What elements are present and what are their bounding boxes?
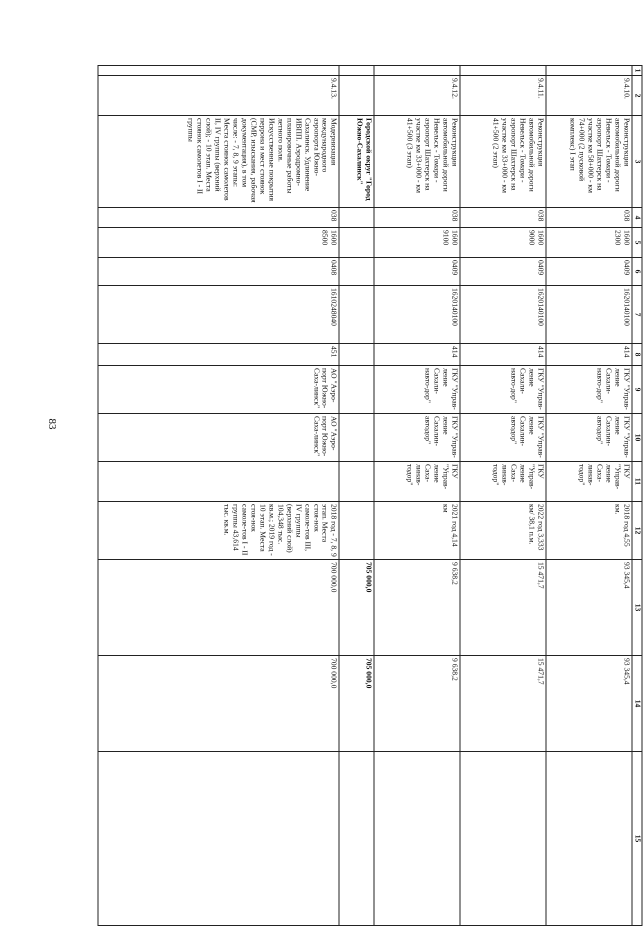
budget-table	[98, 65, 643, 926]
cell-c1	[546, 66, 632, 76]
cell-c10: ГКУ "Управ-ление Сахалин-автодор"	[374, 414, 460, 462]
cell-c6: 0409	[546, 258, 632, 286]
cell-num: 9.4.13.	[98, 76, 339, 116]
cell-c1	[374, 66, 460, 76]
cell-c13: 15 471,7	[460, 560, 546, 656]
col-header: 6	[632, 258, 642, 286]
cell-c4: 038	[546, 208, 632, 228]
cell-c9: ГКУ "Управ-ление Сахали-навто-дор"	[374, 366, 460, 414]
cell-name: Реконструкция автомобильной дороги Невельск - Томари - аэропорт Шахтерск на участке км 33+000 - км 41+500 (3 этап)	[374, 116, 460, 208]
cell-c11	[98, 462, 339, 502]
table-row	[460, 66, 546, 926]
cell-name: Реконструкция автомобильной дороги Невельск - Томари - аэропорт Шахтерск на участке км 58+000 - км 74+000 (2 пусковой комплекс) I этап	[546, 116, 632, 208]
cell-c10: ГКУ "Управ-ление Сахалин-автодор"	[460, 414, 546, 462]
cell-c6: 0408	[98, 258, 339, 286]
cell-c12: 2021 год 4,14 км	[374, 502, 460, 560]
col-header: 10	[632, 414, 642, 462]
cell-c14: 93 345,4	[546, 656, 632, 752]
cell-c8: 414	[546, 344, 632, 366]
cell-c4: 038	[98, 208, 339, 228]
col-header: 1	[632, 66, 642, 76]
cell-c13: 9 638,2	[374, 560, 460, 656]
header-row	[632, 66, 642, 926]
cell-city-total: 705 000,0	[339, 656, 373, 752]
col-header: 14	[632, 656, 642, 752]
cell-c4: 038	[460, 208, 546, 228]
cell-city-total: 705 000,0	[339, 560, 373, 656]
cell-c15	[98, 752, 339, 926]
cell-c13: 93 345,4	[546, 560, 632, 656]
col-header: 4	[632, 208, 642, 228]
cell-c6: 0409	[460, 258, 546, 286]
cell-c7: 1620140100	[460, 286, 546, 344]
cell-c7: 1620140100	[546, 286, 632, 344]
table-row	[98, 66, 339, 926]
cell-c14: 15 471,7	[460, 656, 546, 752]
cell-c7: 1620140100	[374, 286, 460, 344]
table-row-city-district	[339, 66, 373, 926]
col-header: 11	[632, 462, 642, 502]
col-header: 2	[632, 76, 642, 116]
cell-c8: 451	[98, 344, 339, 366]
cell-c7: 1610248040	[98, 286, 339, 344]
cell-c5: 1600 9100	[374, 228, 460, 258]
cell-c8: 414	[374, 344, 460, 366]
cell-c1	[460, 66, 546, 76]
cell-c9: ГКУ "Управ-ление Сахали-навто-дор"	[460, 366, 546, 414]
col-header: 5	[632, 228, 642, 258]
col-header: 15	[632, 752, 642, 926]
cell-c14: 9 638,2	[374, 656, 460, 752]
cell-c5: 1600 8500	[98, 228, 339, 258]
cell-c10: ГКУ "Управ-ление Сахалин-автодор"	[546, 414, 632, 462]
cell-num: 9.4.10.	[546, 76, 632, 116]
cell-c12: 2022 год 3,333 км/ 38,1 п.м.	[460, 502, 546, 560]
col-header: 3	[632, 116, 642, 208]
cell-num: 9.4.11.	[460, 76, 546, 116]
cell-c14: 700 000,0	[98, 656, 339, 752]
cell-num: 9.4.12.	[374, 76, 460, 116]
cell-c9: ГКУ "Управ-ление Сахали-навто-дор"	[546, 366, 632, 414]
cell-c15	[546, 752, 632, 926]
cell-c5: 1600 9000	[460, 228, 546, 258]
cell-c12: 2018 год 4,55 км.	[546, 502, 632, 560]
cell-city-name: Городской округ "Город Южно-Сахалинск"	[339, 116, 373, 208]
cell-c12: 2018 год - 7, 8, 9 этап. Места стоя-нок самоле-тов III, IV группы (верхний слой) 104,348 тыс. кв.м.; 2019 год - 10 этап. Места стоя-нок самоле-тов I - II группы 43,614 тыс. кв.м.	[98, 502, 339, 560]
cell-c8: 414	[460, 344, 546, 366]
cell-c11: ГКУ "Управ-ление Саха-линав-тодор"	[546, 462, 632, 502]
cell-c11: ГКУ "Управ-ление Саха-линав-тодор"	[374, 462, 460, 502]
cell-c13: 700 000,0	[98, 560, 339, 656]
cell-c4: 038	[374, 208, 460, 228]
cell-c15	[460, 752, 546, 926]
page-number: 83	[46, 418, 58, 430]
cell-c5: 1600 2300	[546, 228, 632, 258]
col-header: 13	[632, 560, 642, 656]
cell-c11: ГКУ "Управ-ление Саха-линав-тодор"	[460, 462, 546, 502]
cell-c10: АО "Аэро-порт Южно-Саха-линск"	[98, 414, 339, 462]
cell-c9: АО "Аэро-порт Южно-Саха-линск"	[98, 366, 339, 414]
cell-name: Реконструкция автомобильной дороги Невельск - Томари - аэропорт Шахтерск на участке км 33+000 - км 41+500 (2 этап)	[460, 116, 546, 208]
col-header: 7	[632, 286, 642, 344]
col-header: 8	[632, 344, 642, 366]
table-row	[374, 66, 460, 926]
cell-c15	[374, 752, 460, 926]
rotated-table-sheet	[98, 65, 643, 843]
col-header: 12	[632, 502, 642, 560]
cell-name: Модернизация международного аэропорта Южно-Сахалинск. Удлинение ИВПП. Аэродромно-планировочные работы летного поля. Искусственные покрытия перрона и мест стоянок (СМР, изыскания, рабочая документация), в том числе: - 7, 8, 9 этапы: Места стоянок самолетов II, IV группы (верхний слой); - 10 этап. Места стоянок самолетов I - II группы	[98, 116, 339, 208]
col-header: 9	[632, 366, 642, 414]
cell-c6: 0409	[374, 258, 460, 286]
table-row	[546, 66, 632, 926]
